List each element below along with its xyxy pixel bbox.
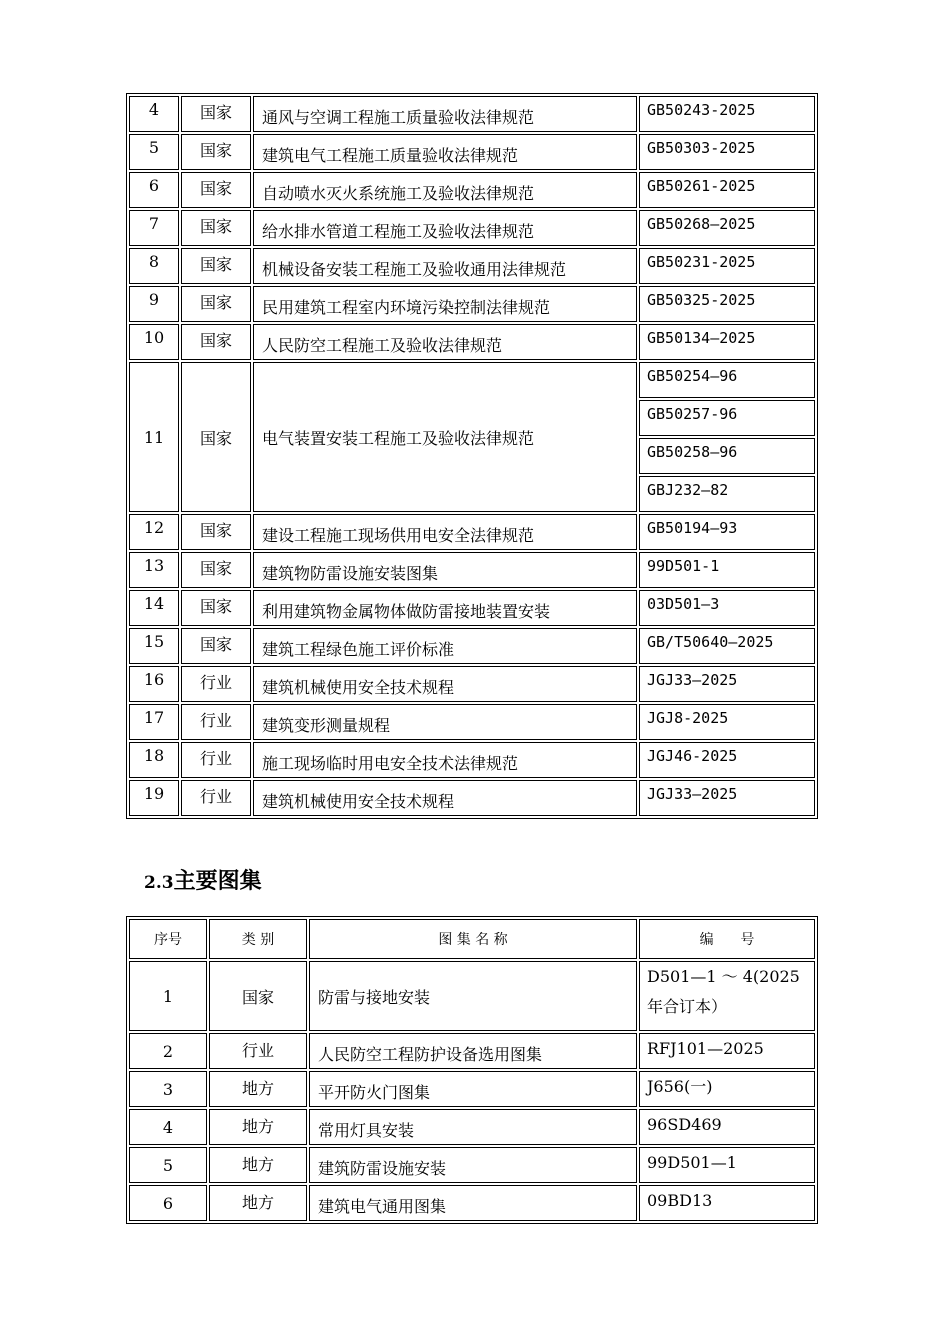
row-number: 8 (129, 248, 179, 284)
table-row (129, 362, 815, 398)
row-level: 国家 (181, 248, 251, 284)
row-code: GBJ232—82 (639, 476, 815, 512)
row-name: 民用建筑工程室内环境污染控制法律规范 (253, 286, 637, 322)
table-row (129, 324, 815, 360)
table-row (129, 1109, 815, 1145)
row-code: GB50243-2025 (639, 96, 815, 132)
row-name: 建筑防雷设施安装 (309, 1147, 637, 1183)
header-name: 图 集 名 称 (309, 919, 637, 959)
row-number: 17 (129, 704, 179, 740)
table-row (129, 514, 815, 550)
row-code: GB50303-2025 (639, 134, 815, 170)
row-number: 12 (129, 514, 179, 550)
table-row (129, 134, 815, 170)
table-row (129, 172, 815, 208)
section-title: 主要图集 (173, 868, 262, 894)
row-code: GB50231-2025 (639, 248, 815, 284)
row-code: GB/T50640—2025 (639, 628, 815, 664)
table-row (129, 286, 815, 322)
row-category: 国家 (209, 961, 307, 1031)
row-name: 建筑机械使用安全技术规程 (253, 780, 637, 816)
table-row (129, 742, 815, 778)
row-name: 自动喷水灭火系统施工及验收法律规范 (253, 172, 637, 208)
row-code: GB50194—93 (639, 514, 815, 550)
table-row (129, 704, 815, 740)
table-row (129, 96, 815, 132)
row-level: 国家 (181, 552, 251, 588)
row-number: 4 (129, 1109, 207, 1145)
row-name: 建筑机械使用安全技术规程 (253, 666, 637, 702)
row-code: 03D501—3 (639, 590, 815, 626)
row-name: 平开防火门图集 (309, 1071, 637, 1107)
table-row (129, 1033, 815, 1069)
atlas-table (126, 916, 818, 1224)
row-number: 19 (129, 780, 179, 816)
row-name: 机械设备安装工程施工及验收通用法律规范 (253, 248, 637, 284)
row-number: 15 (129, 628, 179, 664)
table-row (129, 552, 815, 588)
row-level: 国家 (181, 96, 251, 132)
row-code: 99D501—1 (639, 1147, 815, 1183)
row-name: 建设工程施工现场供用电安全法律规范 (253, 514, 637, 550)
table-row (129, 1071, 815, 1107)
row-level: 行业 (181, 780, 251, 816)
table-row (129, 248, 815, 284)
table-header-row (129, 919, 815, 959)
row-name: 利用建筑物金属物体做防雷接地装置安装 (253, 590, 637, 626)
standards-table (126, 93, 818, 819)
row-number: 10 (129, 324, 179, 360)
row-number: 6 (129, 172, 179, 208)
row-level: 国家 (181, 590, 251, 626)
header-no: 序号 (129, 919, 207, 959)
row-code: GB50254—96 (639, 362, 815, 398)
row-level: 国家 (181, 324, 251, 360)
row-number: 16 (129, 666, 179, 702)
row-code: J656(一) (639, 1071, 815, 1107)
row-name: 建筑工程绿色施工评价标准 (253, 628, 637, 664)
header-code: 编 号 (639, 919, 815, 959)
row-number: 1 (129, 961, 207, 1031)
row-level: 国家 (181, 628, 251, 664)
row-code: D501—1 ～ 4(2025年合订本） (639, 961, 815, 1031)
row-category: 地方 (209, 1147, 307, 1183)
row-level: 行业 (181, 704, 251, 740)
row-number: 7 (129, 210, 179, 246)
row-level: 国家 (181, 514, 251, 550)
row-code: GB50325-2025 (639, 286, 815, 322)
row-code: GB50258—96 (639, 438, 815, 474)
table-row (129, 1147, 815, 1183)
row-number: 14 (129, 590, 179, 626)
table-row (129, 780, 815, 816)
row-code: 99D501-1 (639, 552, 815, 588)
row-category: 地方 (209, 1071, 307, 1107)
row-code: RFJ101—2025 (639, 1033, 815, 1069)
row-name: 建筑电气工程施工质量验收法律规范 (253, 134, 637, 170)
row-category: 行业 (209, 1033, 307, 1069)
header-category: 类 别 (209, 919, 307, 959)
row-number: 6 (129, 1185, 207, 1221)
table-row (129, 590, 815, 626)
row-name: 人民防空工程防护设备选用图集 (309, 1033, 637, 1069)
row-number: 13 (129, 552, 179, 588)
table-row (129, 628, 815, 664)
row-code: GB50261-2025 (639, 172, 815, 208)
row-level: 国家 (181, 286, 251, 322)
row-category: 地方 (209, 1109, 307, 1145)
table-row (129, 961, 815, 1031)
row-name: 施工现场临时用电安全技术法律规范 (253, 742, 637, 778)
row-number: 18 (129, 742, 179, 778)
row-level: 行业 (181, 666, 251, 702)
row-category: 地方 (209, 1185, 307, 1221)
row-number: 4 (129, 96, 179, 132)
row-name: 人民防空工程施工及验收法律规范 (253, 324, 637, 360)
row-code: JGJ33—2025 (639, 780, 815, 816)
row-code: JGJ46-2025 (639, 742, 815, 778)
row-name: 给水排水管道工程施工及验收法律规范 (253, 210, 637, 246)
row-number: 2 (129, 1033, 207, 1069)
table-row (129, 666, 815, 702)
row-level: 行业 (181, 742, 251, 778)
row-level: 国家 (181, 362, 251, 512)
section-heading (144, 864, 262, 895)
row-code: GB50268—2025 (639, 210, 815, 246)
row-number: 11 (129, 362, 179, 512)
row-number: 5 (129, 1147, 207, 1183)
row-name: 建筑电气通用图集 (309, 1185, 637, 1221)
row-name: 常用灯具安装 (309, 1109, 637, 1145)
row-number: 3 (129, 1071, 207, 1107)
row-code: JGJ33—2025 (639, 666, 815, 702)
row-level: 国家 (181, 210, 251, 246)
row-level: 国家 (181, 172, 251, 208)
table-row (129, 210, 815, 246)
row-name: 建筑物防雷设施安装图集 (253, 552, 637, 588)
row-code: GB50257-96 (639, 400, 815, 436)
table-row (129, 1185, 815, 1221)
row-level: 国家 (181, 134, 251, 170)
row-name: 建筑变形测量规程 (253, 704, 637, 740)
row-name: 通风与空调工程施工质量验收法律规范 (253, 96, 637, 132)
row-name: 电气装置安装工程施工及验收法律规范 (253, 362, 637, 512)
row-code: JGJ8-2025 (639, 704, 815, 740)
row-number: 9 (129, 286, 179, 322)
section-number: 2.3 (144, 873, 174, 893)
row-code: GB50134—2025 (639, 324, 815, 360)
row-name: 防雷与接地安装 (309, 961, 637, 1031)
row-code: 09BD13 (639, 1185, 815, 1221)
row-number: 5 (129, 134, 179, 170)
row-code: 96SD469 (639, 1109, 815, 1145)
